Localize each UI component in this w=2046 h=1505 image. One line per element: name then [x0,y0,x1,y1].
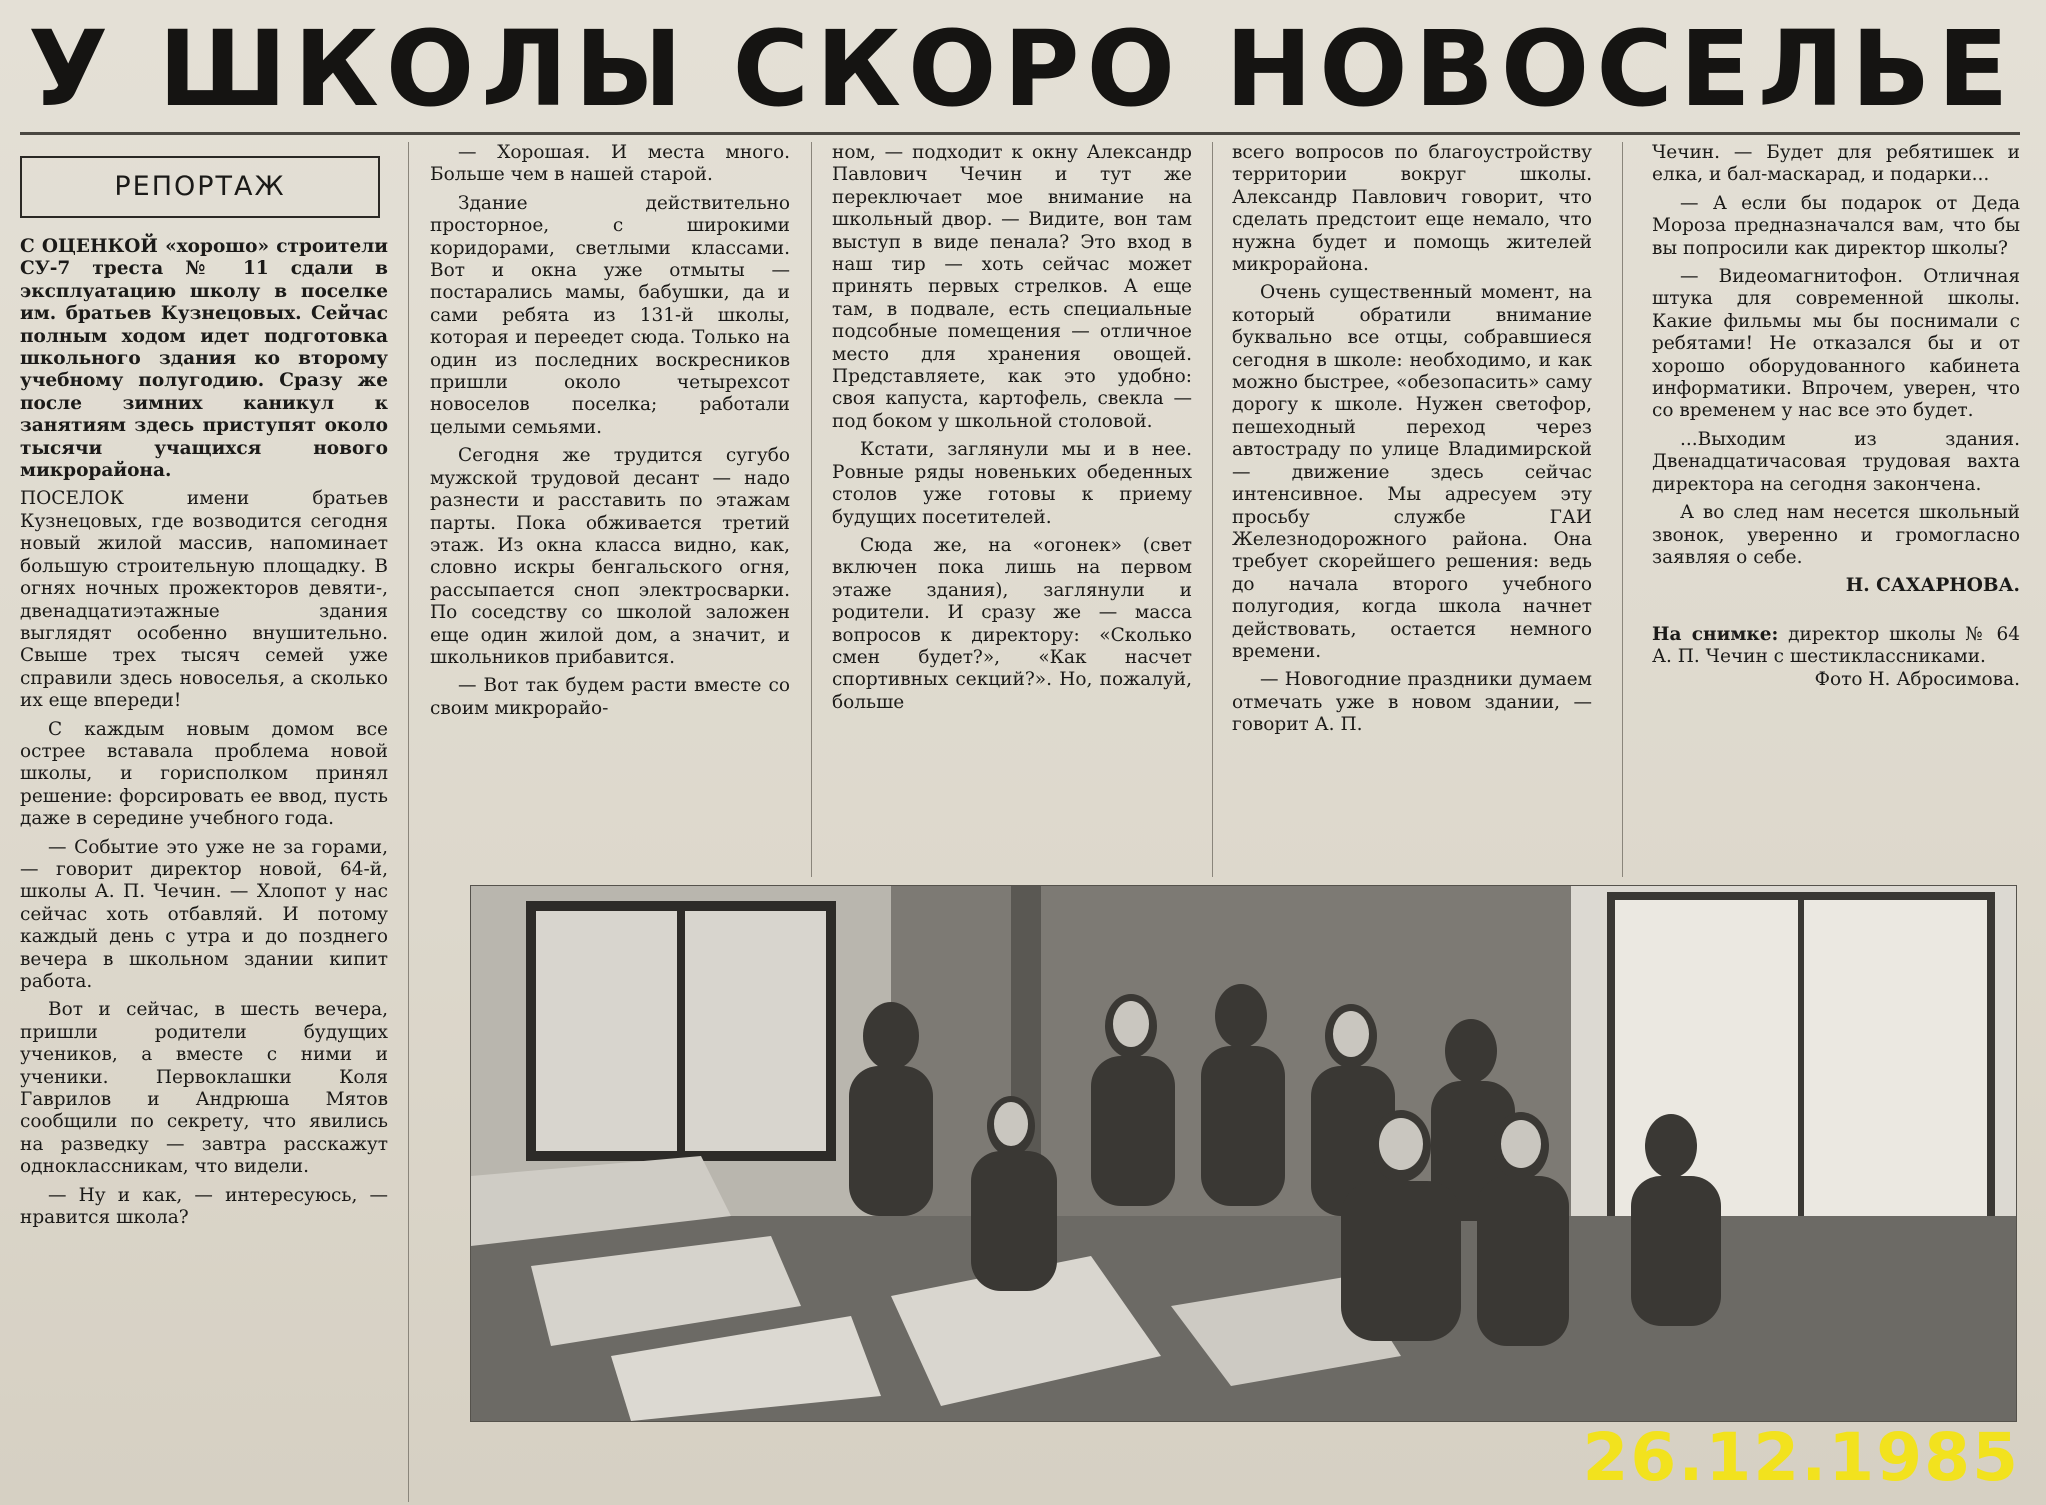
paragraph: — Видеомагнитофон. Отличная штука для современной школы. Какие фильмы мы бы поснимали с ребятами! Не отказался бы и от хорошо оборудованного кабинета информатики. Впрочем, уверен, что со временем у нас все это будет. [1652,266,2020,422]
column-divider [811,142,812,877]
column-divider [1622,142,1623,877]
paragraph: Очень существенный момент, на который обратили внимание буквально все отцы, собравшиеся сегодня в школе: необходимо, и как можно быстрее, «обезопасить» саму дорогу к школе. Нужен светофор, пешеходный переход через автостраду по улице Владимирской — движение здесь сейчас интенсивное. Мы адресуем эту просьбу службе ГАИ Железнодорожного района. Она требует скорейшего решения: ведь до начала второго учебного полугодия, когда школа начнет действовать, остается немного времени. [1232,282,1592,662]
column-1 [20,142,388,1502]
paragraph: всего вопросов по благоустройству территории вокруг школы. Александр Павлович говорит, что сделать предстоит еще немало, что нужна будет и помощь жителей микрорайона. [1232,142,1592,276]
caption-text: директор школы № 64 А. П. Чечин с шестиклассниками. [1652,623,2020,668]
column-4 [1232,142,1592,882]
paragraph: Сюда же, на «огонек» (свет включен пока лишь на первом этаже здания), заглянули и родители. И сразу же — масса вопросов к директору: «Сколько смен будет?», «Как насчет спортивных секций?». Но, пожалуй, больше [832,534,1192,713]
paragraph: А во след нам несется школьный звонок, уверенно и громогласно заявляя о себе. [1652,502,2020,568]
column-5 [1652,142,2020,882]
column-2 [430,142,790,882]
paragraph: ном, — подходит к окну Александр Павлович Чечин и тут же переключает мое внимание на школьный двор. — Видите, вон там выступ в виде пенала? Это вход в наш тир — хоть сейчас может принять первых стрелков. А еще там, в подвале, есть специальные подсобные помещения — отличное место для хранения овощей. Представляете, как это удобно: своя капуста, картофель, свекла — под боком у школьной столовой. [832,142,1192,432]
column-divider [408,142,409,1502]
paragraph: Чечин. — Будет для ребятишек и елка, и бал-маскарад, и подарки... [1652,142,2020,186]
photo-caption [1652,624,2020,669]
classroom-photo [470,885,2017,1422]
paragraph: Вот и сейчас, в шесть вечера, пришли родители будущих учеников, а вместе с ними и ученики. Первоклашки Коля Гаврилов и Андрюша Мятов сообщили по секрету, что явились на разведку — завтра расскажут одноклассникам, что видели. [20,999,388,1178]
paragraph: — Хорошая. И места много. Больше чем в нашей старой. [430,142,790,186]
paragraph: — Событие это уже не за горами, — говорит директор новой, 64-й, школы А. П. Чечин. — Хлопот у нас сейчас хоть отбавляй. И потому каждый день с утра и до позднего вечера в школьном здании кипит работа. [20,836,388,992]
article-headline: У ШКОЛЫ СКОРО НОВОСЕЛЬЕ [28,8,2016,130]
caption-label: На снимке: [1652,623,1779,645]
classroom-photo-image [471,886,2016,1421]
column-divider [1212,142,1213,877]
author-signature: Н. САХАРНОВА. [1845,575,2020,597]
lead-paragraph: С ОЦЕНКОЙ «хорошо» строители СУ-7 треста № 11 сдали в эксплуатацию школу в поселке им. братьев Кузнецовых. Сейчас полным ходом идет подготовка школьного здания ко второму учебному полугодию. Сразу же после зимних каникул к занятиям здесь приступят около тысячи учащихся нового микрорайона. [20,236,388,482]
paragraph: — А если бы подарок от Деда Мороза предназначался вам, что бы вы попросили как директор школы? [1652,192,2020,259]
photo-credit: Фото Н. Абросимова. [1814,668,2020,690]
paragraph: — Новогодние праздники думаем отмечать уже в новом здании, — говорит А. П. [1232,669,1592,736]
headline-rule [20,132,2020,135]
paragraph: Кстати, заглянули мы и в нее. Ровные ряды новеньких обеденных столов уже готовы к приему будущих посетителей. [832,439,1192,528]
paragraph: — Ну и как, — интересуюсь, — нравится школа? [20,1184,388,1229]
column-3 [832,142,1192,882]
paragraph: ...Выходим из здания. Двенадцатичасовая трудовая вахта директора на сегодня закончена. [1652,428,2020,495]
paragraph: Сегодня же трудится сугубо мужской трудовой десант — надо разнести и расставить по этажам парты. Пока обживается третий этаж. Из окна класса видно, как, словно искры бенгальского огня, рассыпается сноп электросварки. По соседству со школой заложен еще один жилой дом, а значит, и школьников прибавится. [430,445,790,668]
paragraph: ПОСЕЛОК имени братьев Кузнецовых, где возводится сегодня новый жилой массив, напоминает большую строительную площадку. В огнях ночных прожекторов девяти-, двенадцатиэтажные здания выглядят особенно внушительно. Свыше трех тысяч семей уже справили здесь новоселья, а сколько их еще впереди! [20,488,388,712]
date-stamp: 26.12.1985 [1582,1419,2020,1496]
paragraph: — Вот так будем расти вместе со своим микрорайо- [430,675,790,719]
paragraph: С каждым новым домом все острее вставала проблема новой школы, и горисполком принял решение: форсировать ее ввод, пусть даже в середине учебного года. [20,718,388,830]
paragraph: Здание действительно просторное, с широкими коридорами, светлыми классами. Вот и окна уже отмыты — постарались мамы, бабушки, да и сами ребята из 131-й школы, которая и переедет сюда. Только на один из последних воскресников пришли около четырехсот новоселов поселка; работали целыми семьями. [430,192,790,438]
rubric-box: РЕПОРТАЖ [20,156,380,218]
